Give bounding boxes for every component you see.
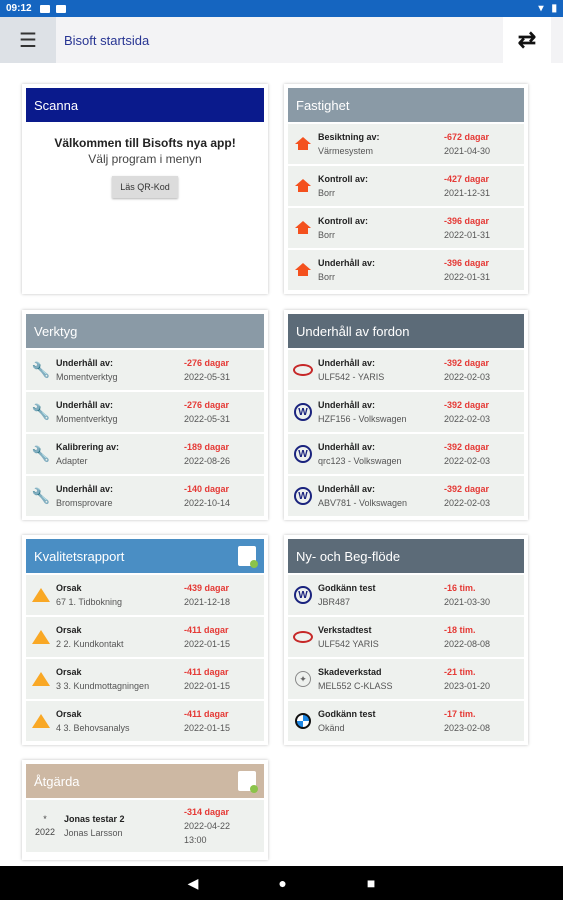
row-year: 2022 — [34, 827, 56, 837]
new-note-icon[interactable] — [238, 546, 256, 566]
list-item[interactable]: Kontroll av: Borr -396 dagar 2022-01-31 — [288, 208, 524, 248]
kvalitet-card — [22, 535, 268, 745]
warning-icon — [32, 588, 50, 602]
house-icon — [295, 221, 311, 235]
flode-header — [288, 539, 524, 573]
volkswagen-logo-icon: W — [294, 586, 312, 604]
kvalitet-header — [26, 539, 264, 573]
home-icon[interactable]: ● — [278, 875, 287, 891]
volkswagen-logo-icon: W — [294, 445, 312, 463]
row-marker: * — [43, 814, 47, 824]
recents-icon[interactable]: ■ — [366, 875, 376, 891]
sync-icon[interactable]: ⇄ — [503, 17, 551, 63]
kvalitet-title: Kvalitetsrapport — [34, 548, 125, 564]
list-item[interactable]: W Underhåll av: HZF156 - Volkswagen -392 dagar 2022-02-03 — [288, 392, 524, 432]
bmw-logo-icon — [295, 713, 311, 729]
atgarda-title: Åtgärda — [34, 773, 80, 789]
read-qr-button[interactable]: Läs QR-Kod — [112, 176, 178, 198]
app-title: Bisoft startsida — [64, 32, 150, 48]
navigation-bar — [0, 866, 563, 900]
list-item[interactable]: Godkänn test Okänd -17 tim. 2023-02-08 — [288, 701, 524, 741]
volkswagen-logo-icon: W — [294, 487, 312, 505]
status-bar — [0, 0, 563, 17]
list-item[interactable]: 🔧 Underhåll av: Momentverktyg -276 dagar 2022-05-31 — [26, 392, 264, 432]
list-item[interactable]: Orsak 4 3. Behovsanalys -411 dagar 2022-01-15 — [26, 701, 264, 741]
list-item[interactable]: 🔧 Underhåll av: Bromsprovare -140 dagar 2022-10-14 — [26, 476, 264, 516]
mail-icon — [56, 5, 66, 13]
warning-icon — [32, 672, 50, 686]
toyota-logo-icon — [293, 364, 313, 376]
atgarda-card — [22, 760, 268, 860]
wifi-icon: ▾ — [538, 3, 544, 14]
list-item[interactable]: Verkstadtest ULF542 YARIS -18 tim. 2022-08-08 — [288, 617, 524, 657]
list-item[interactable]: W Godkänn test JBR487 -16 tim. 2021-03-30 — [288, 575, 524, 615]
verktyg-header — [26, 314, 264, 348]
verktyg-title: Verktyg — [34, 323, 78, 339]
new-note-icon[interactable] — [238, 771, 256, 791]
scanna-header — [26, 88, 264, 122]
scanna-card — [22, 84, 268, 294]
choose-program-text: Välj program i menyn — [88, 152, 202, 166]
warning-icon — [32, 714, 50, 728]
fastighet-card — [284, 84, 528, 294]
back-icon[interactable]: ◀ — [187, 874, 199, 891]
fordon-card — [284, 310, 528, 520]
list-item[interactable]: W Underhåll av: qrc123 - Volkswagen -392 dagar 2022-02-03 — [288, 434, 524, 474]
fastighet-header — [288, 88, 524, 122]
house-icon — [295, 137, 311, 151]
toyota-logo-icon — [293, 631, 313, 643]
wrench-icon: 🔧 — [31, 404, 51, 421]
list-item[interactable]: * 2022 Jonas testar 2 Jonas Larsson -314 dagar 2022-04-22 13:00 — [26, 800, 264, 852]
list-item[interactable]: Orsak 2 2. Kundkontakt -411 dagar 2022-01-15 — [26, 617, 264, 657]
warning-icon — [32, 630, 50, 644]
flode-card — [284, 535, 528, 745]
welcome-text: Välkommen till Bisofts nya app! — [54, 136, 236, 150]
list-item[interactable]: Underhåll av: Borr -396 dagar 2022-01-31 — [288, 250, 524, 290]
list-item[interactable]: 🔧 Kalibrering av: Adapter -189 dagar 2022-08-26 — [26, 434, 264, 474]
list-item[interactable]: 🔧 Underhåll av: Momentverktyg -276 dagar 2022-05-31 — [26, 350, 264, 390]
house-icon — [295, 263, 311, 277]
verktyg-card — [22, 310, 268, 520]
flode-title: Ny- och Beg-flöde — [296, 548, 401, 564]
atgarda-header — [26, 764, 264, 798]
scanna-title: Scanna — [34, 97, 79, 113]
image-icon — [40, 5, 50, 13]
battery-icon: ▮ — [551, 3, 557, 14]
status-time: 09:12 — [6, 3, 32, 14]
list-item[interactable]: ✦ Skadeverkstad MEL552 C-KLASS -21 tim. 2023-01-20 — [288, 659, 524, 699]
list-item[interactable]: Besiktning av: Värmesystem -672 dagar 2021-04-30 — [288, 124, 524, 164]
wrench-icon: 🔧 — [31, 446, 51, 463]
fordon-header — [288, 314, 524, 348]
menu-icon[interactable]: ☰ — [0, 17, 56, 63]
app-bar — [0, 17, 563, 63]
list-item[interactable]: Orsak 67 1. Tidbokning -439 dagar 2021-12-18 — [26, 575, 264, 615]
house-icon — [295, 179, 311, 193]
list-item[interactable]: Underhåll av: ULF542 - YARIS -392 dagar 2022-02-03 — [288, 350, 524, 390]
volkswagen-logo-icon: W — [294, 403, 312, 421]
fordon-title: Underhåll av fordon — [296, 323, 410, 339]
mercedes-logo-icon: ✦ — [295, 671, 311, 687]
wrench-icon: 🔧 — [31, 362, 51, 379]
wrench-icon: 🔧 — [31, 488, 51, 505]
fastighet-title: Fastighet — [296, 97, 350, 113]
list-item[interactable]: Kontroll av: Borr -427 dagar 2021-12-31 — [288, 166, 524, 206]
list-item[interactable]: W Underhåll av: ABV781 - Volkswagen -392 dagar 2022-02-03 — [288, 476, 524, 516]
list-item[interactable]: Orsak 3 3. Kundmottagningen -411 dagar 2022-01-15 — [26, 659, 264, 699]
